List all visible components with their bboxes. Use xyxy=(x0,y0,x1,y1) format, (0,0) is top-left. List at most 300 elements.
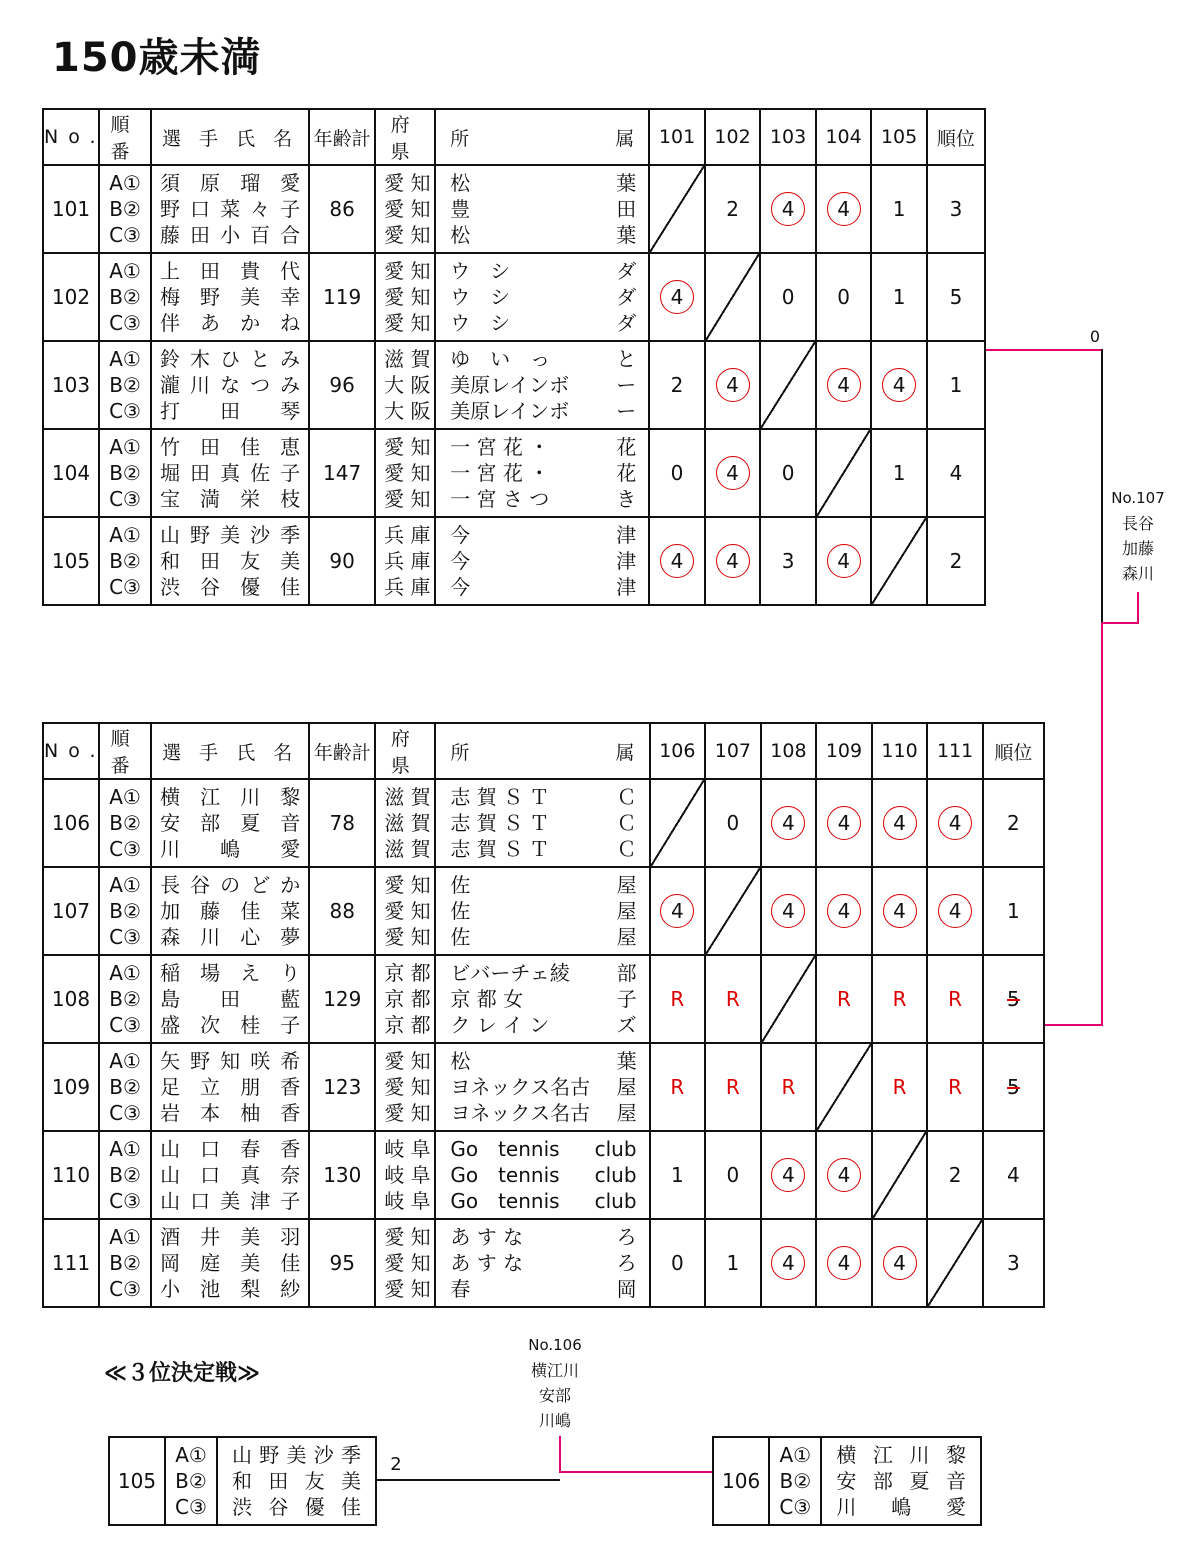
team-rank xyxy=(983,1219,1044,1307)
group-b-table xyxy=(42,722,1045,1308)
third-place-team-106 xyxy=(713,1437,981,1525)
team-no: 102 xyxy=(43,253,99,341)
club-text-end: き xyxy=(616,487,637,511)
score-cell xyxy=(649,341,705,429)
header-name: 選 手 氏 名 xyxy=(151,723,309,779)
team-clubs xyxy=(435,165,649,253)
score-value: 0 xyxy=(726,811,740,835)
self-cell xyxy=(872,1131,928,1219)
club-line xyxy=(436,810,648,836)
rank-value: 3 xyxy=(1007,1251,1020,1275)
header-opponent-111: 111 xyxy=(927,723,983,779)
club-text-end: 屋 xyxy=(616,873,637,897)
self-cell xyxy=(761,955,817,1043)
pref-lines xyxy=(376,430,434,516)
line-text: 須 原 瑠 愛 xyxy=(160,171,301,195)
slot-lines xyxy=(100,956,150,1042)
club-lines xyxy=(436,956,648,1042)
club-line xyxy=(436,548,648,574)
team-players xyxy=(151,165,309,253)
line-text: 愛 知 xyxy=(384,435,431,459)
slot-lines xyxy=(166,1438,216,1524)
club-text-end: ダ xyxy=(616,259,637,283)
line-text: 横 江 川 黎 xyxy=(836,1443,966,1467)
club-line xyxy=(436,284,648,310)
rank-value: 2 xyxy=(1007,811,1020,835)
line-text: 渋 谷 優 佳 xyxy=(160,575,301,599)
score-cell xyxy=(816,341,872,429)
line-text: 盛 次 桂 子 xyxy=(160,1013,301,1037)
line-text: 野口菜々子 xyxy=(160,197,301,221)
club-text: ウ シ xyxy=(450,259,511,283)
line-text: 大 阪 xyxy=(384,373,431,397)
club-text: 美原レインボ xyxy=(450,373,570,397)
score-cell xyxy=(650,867,706,955)
header-no: No. xyxy=(43,723,99,779)
team-rank xyxy=(983,867,1044,955)
club-line xyxy=(436,574,648,600)
club-text-end: Ｃ xyxy=(616,837,637,861)
header-club xyxy=(435,109,649,165)
line-text: 滋 賀 xyxy=(384,347,431,371)
team-age: 86 xyxy=(309,165,375,253)
team-row-101 xyxy=(43,165,985,253)
team-players xyxy=(151,429,309,517)
third-line-vertical xyxy=(559,1436,561,1473)
club-text-end: 屋 xyxy=(616,925,637,949)
slot-lines xyxy=(100,1220,150,1306)
score-cell xyxy=(705,955,761,1043)
line-text: A① xyxy=(109,873,141,897)
club-text: 今 xyxy=(450,575,471,599)
score-cell xyxy=(761,867,817,955)
final-line-top xyxy=(986,349,1102,351)
self-cell xyxy=(649,165,705,253)
header-opponent-102: 102 xyxy=(705,109,761,165)
line-text: B② xyxy=(109,373,141,397)
player-lines xyxy=(152,956,308,1042)
header-pref: 府 県 xyxy=(375,109,435,165)
header-row xyxy=(43,109,985,165)
club-line xyxy=(436,522,648,548)
player-lines xyxy=(152,1044,308,1130)
score-value: 0 xyxy=(670,1251,684,1275)
line-text: 森 川 心 夢 xyxy=(160,925,301,949)
club-line xyxy=(436,170,648,196)
score-circle: 4 xyxy=(827,192,861,226)
club-line xyxy=(436,784,648,810)
score-cell xyxy=(760,165,816,253)
team-clubs xyxy=(435,517,649,605)
line-text: 安 部 夏 音 xyxy=(160,811,301,835)
club-text: あ す な xyxy=(450,1225,524,1249)
third-place-winner-label xyxy=(500,1333,610,1433)
team-rank xyxy=(927,165,985,253)
page-title: 150歳未満 xyxy=(52,35,262,81)
score-value: R xyxy=(781,1075,796,1099)
club-text: 一 宮 さ つ xyxy=(450,487,550,511)
team-rank xyxy=(983,779,1044,867)
score-circle: 4 xyxy=(771,192,805,226)
club-text: 志 賀 Ｓ Ｔ xyxy=(450,811,550,835)
line-text: 鈴木ひとみ xyxy=(160,347,301,371)
team-no: 101 xyxy=(43,165,99,253)
header-club-inner xyxy=(436,738,648,765)
player-lines xyxy=(822,1438,980,1524)
score-circle: 4 xyxy=(883,894,917,928)
team-row-105 xyxy=(43,517,985,605)
line-text: 岩 本 柚 香 xyxy=(160,1101,301,1125)
line-text: 山野美沙季 xyxy=(232,1443,361,1467)
line-text: A① xyxy=(109,785,141,809)
line-text: 渋 谷 優 佳 xyxy=(232,1495,361,1519)
team-no: 110 xyxy=(43,1131,99,1219)
club-text: ヨネックス名古 xyxy=(450,1101,591,1125)
club-text: 志 賀 Ｓ Ｔ xyxy=(450,837,550,861)
team-clubs xyxy=(435,341,649,429)
line-text: 京 都 xyxy=(384,987,431,1011)
line-text: C③ xyxy=(109,399,141,423)
line-text: 酒 井 美 羽 xyxy=(160,1225,301,1249)
club-lines xyxy=(436,1220,648,1306)
club-text-end: ダ xyxy=(616,311,637,335)
score-circle: 4 xyxy=(827,1158,861,1192)
line-text: A① xyxy=(109,1225,141,1249)
slot-lines xyxy=(100,342,150,428)
score-circle: 4 xyxy=(827,544,861,578)
winner-no: No.107 xyxy=(1111,489,1165,507)
team-age: 90 xyxy=(309,517,375,605)
team-players xyxy=(151,517,309,605)
team-age: 129 xyxy=(309,955,375,1043)
club-text-end: 津 xyxy=(616,549,637,573)
score-cell xyxy=(927,867,983,955)
club-line xyxy=(436,372,648,398)
final-winner-label xyxy=(1098,486,1178,586)
club-text: 美原レインボ xyxy=(450,399,570,423)
slot-lines xyxy=(100,430,150,516)
team-slots xyxy=(99,955,151,1043)
winner-name: 長谷 xyxy=(1121,514,1154,533)
line-text: 山口美津子 xyxy=(160,1189,301,1213)
rank-value: 5 xyxy=(1007,1075,1020,1099)
header-opponent-109: 109 xyxy=(816,723,872,779)
team-prefs xyxy=(375,517,435,605)
club-text-end: 花 xyxy=(616,435,637,459)
score-cell xyxy=(705,1131,761,1219)
score-value: 1 xyxy=(892,461,906,485)
line-text: A① xyxy=(109,259,141,283)
slot-lines xyxy=(100,780,150,866)
team-no: 103 xyxy=(43,341,99,429)
group-a-table xyxy=(42,108,986,606)
line-text: 打 田 琴 xyxy=(160,399,301,423)
club-lines xyxy=(436,868,648,954)
score-circle: 4 xyxy=(660,280,694,314)
team-clubs xyxy=(435,429,649,517)
line-text: C③ xyxy=(109,1013,142,1037)
club-text-end: ー xyxy=(616,373,637,397)
score-cell xyxy=(761,779,817,867)
player-lines xyxy=(152,1132,308,1218)
score-cell xyxy=(872,1043,928,1131)
club-text: ウ シ xyxy=(450,285,511,309)
self-cell xyxy=(760,341,816,429)
final-line-bottom xyxy=(1045,1024,1103,1026)
line-text: 滋 賀 xyxy=(384,837,431,861)
pref-lines xyxy=(376,1132,434,1218)
winner-name: 横江川 xyxy=(530,1361,579,1380)
club-text-end: 葉 xyxy=(616,171,637,195)
team-prefs xyxy=(375,955,435,1043)
score-cell xyxy=(650,1131,706,1219)
line-text: B② xyxy=(109,197,141,221)
line-text: 岡 庭 美 佳 xyxy=(160,1251,301,1275)
club-text-end: 津 xyxy=(616,523,637,547)
team-slots xyxy=(99,1043,151,1131)
score-circle: 4 xyxy=(938,894,972,928)
pref-lines xyxy=(376,518,434,604)
line-text: 稲 場 え り xyxy=(160,961,301,985)
score-circle: 4 xyxy=(827,1246,861,1280)
score-cell xyxy=(650,955,706,1043)
pref-lines xyxy=(376,1044,434,1130)
club-lines xyxy=(436,254,648,340)
self-cell xyxy=(705,867,761,955)
club-line xyxy=(436,1012,648,1038)
line-text: 上 田 貴 代 xyxy=(160,259,301,283)
pref-lines xyxy=(376,342,434,428)
line-text: 滋 賀 xyxy=(384,785,431,809)
team-slots xyxy=(99,517,151,605)
score-cell xyxy=(705,429,761,517)
score-value: 1 xyxy=(670,1163,684,1187)
team-prefs xyxy=(375,1219,435,1307)
score-circle: 4 xyxy=(716,544,750,578)
team-no: 108 xyxy=(43,955,99,1043)
score-value: 0 xyxy=(781,285,795,309)
club-line xyxy=(436,222,648,248)
club-line xyxy=(436,1162,648,1188)
club-text-end: と xyxy=(616,347,637,371)
club-text-end: 屋 xyxy=(616,1101,637,1125)
score-value: 2 xyxy=(726,197,739,221)
club-text: ウ シ xyxy=(450,311,511,335)
line-text: 愛 知 xyxy=(384,1049,431,1073)
final-line-bottom-vertical xyxy=(1101,623,1103,1026)
header-no: No. xyxy=(43,109,99,165)
header-row xyxy=(43,723,1044,779)
club-line xyxy=(436,460,648,486)
header-opponent-110: 110 xyxy=(872,723,928,779)
score-cell xyxy=(649,517,705,605)
team-slots xyxy=(99,429,151,517)
club-line xyxy=(436,196,648,222)
score-value: 3 xyxy=(781,549,795,573)
line-text: C③ xyxy=(779,1495,812,1519)
score-value: R xyxy=(837,987,851,1011)
club-text-end: 子 xyxy=(616,987,637,1011)
score-cell xyxy=(816,867,872,955)
slot-lines xyxy=(100,254,150,340)
score-value: R xyxy=(725,1075,740,1099)
rank-value: 5 xyxy=(1007,987,1020,1011)
club-lines xyxy=(436,518,648,604)
line-text: B② xyxy=(109,549,141,573)
line-text: 岐 阜 xyxy=(384,1189,431,1213)
team-clubs xyxy=(435,867,649,955)
score-cell xyxy=(816,165,872,253)
club-text-end: ー xyxy=(616,399,637,423)
line-text: A① xyxy=(109,171,141,195)
score-value: R xyxy=(670,987,685,1011)
line-text: 堀田真佐子 xyxy=(160,461,301,485)
team-players xyxy=(151,1043,309,1131)
line-text: 宝 満 栄 枝 xyxy=(160,487,301,511)
club-text: 佐 xyxy=(450,899,471,923)
club-text-end: 屋 xyxy=(616,899,637,923)
line-text: B② xyxy=(109,899,141,923)
team-prefs xyxy=(375,253,435,341)
line-text: B② xyxy=(109,1163,141,1187)
club-text-end: 岡 xyxy=(616,1277,637,1301)
score-value: 0 xyxy=(837,285,850,309)
slot-lines xyxy=(770,1438,820,1524)
score-cell xyxy=(816,517,872,605)
line-text: A① xyxy=(175,1443,207,1467)
team-age: 96 xyxy=(309,341,375,429)
third-team-no: 105 xyxy=(109,1437,165,1525)
player-lines xyxy=(152,868,308,954)
club-line xyxy=(436,960,648,986)
score-cell xyxy=(927,1043,983,1131)
score-value: R xyxy=(892,1075,907,1099)
score-cell xyxy=(705,341,761,429)
line-text: A① xyxy=(109,1137,141,1161)
line-text: 岐 阜 xyxy=(384,1137,431,1161)
club-line xyxy=(436,1100,648,1126)
club-text: 志 賀 Ｓ Ｔ xyxy=(450,785,550,809)
player-lines xyxy=(152,780,308,866)
line-text: 大 阪 xyxy=(384,399,431,423)
team-rank xyxy=(927,253,985,341)
third-team-no: 106 xyxy=(713,1437,769,1525)
club-text-end: 葉 xyxy=(616,1049,637,1073)
self-cell xyxy=(705,253,761,341)
self-cell xyxy=(871,517,927,605)
line-text: B② xyxy=(109,1075,141,1099)
club-line xyxy=(436,258,648,284)
score-value: R xyxy=(948,1075,963,1099)
club-text: ゆ い っ xyxy=(450,347,551,371)
team-rank xyxy=(983,1131,1044,1219)
third-line-right xyxy=(560,1471,712,1473)
score-cell xyxy=(705,779,761,867)
slot-lines xyxy=(100,166,150,252)
score-value: R xyxy=(892,987,907,1011)
club-text: ヨネックス名古 xyxy=(450,1075,591,1099)
score-cell xyxy=(816,1219,872,1307)
club-line xyxy=(436,986,648,1012)
line-text: C③ xyxy=(109,223,141,247)
team-players xyxy=(151,341,309,429)
player-lines xyxy=(152,342,308,428)
third-place-left xyxy=(108,1436,377,1526)
player-lines xyxy=(152,254,308,340)
third-place-title: ≪３位決定戦≫ xyxy=(104,1361,261,1386)
team-row-108 xyxy=(43,955,1044,1043)
score-cell xyxy=(816,1131,872,1219)
team-slots xyxy=(99,867,151,955)
line-text: 小 池 梨 紗 xyxy=(160,1277,301,1301)
third-place-team-105 xyxy=(109,1437,376,1525)
club-text-end: ダ xyxy=(616,285,637,309)
line-text: A① xyxy=(109,523,141,547)
club-line xyxy=(436,1074,648,1100)
line-text: 足 立 朋 香 xyxy=(160,1075,301,1099)
team-prefs xyxy=(375,867,435,955)
header-opponent-105: 105 xyxy=(871,109,927,165)
line-text: C③ xyxy=(109,311,141,335)
club-line xyxy=(436,1276,648,1302)
line-text: 愛 知 xyxy=(384,197,431,221)
team-no: 111 xyxy=(43,1219,99,1307)
score-circle: 4 xyxy=(660,544,694,578)
club-text: 松 xyxy=(450,223,471,247)
final-score: 0 xyxy=(1089,327,1101,346)
club-text: 松 xyxy=(450,1049,471,1073)
header-club-b: 属 xyxy=(615,741,635,764)
line-text: 加 藤 佳 菜 xyxy=(160,899,301,923)
club-text: ク レ イ ン xyxy=(450,1013,550,1037)
slot-lines xyxy=(100,868,150,954)
team-row-103 xyxy=(43,341,985,429)
score-circle: 4 xyxy=(771,1246,805,1280)
club-text-end: club xyxy=(594,1189,637,1213)
team-no: 104 xyxy=(43,429,99,517)
club-text-end: 津 xyxy=(616,575,637,599)
team-row-104 xyxy=(43,429,985,517)
team-clubs xyxy=(435,955,649,1043)
player-lines xyxy=(218,1438,375,1524)
line-text: B② xyxy=(109,811,141,835)
team-prefs xyxy=(375,341,435,429)
third-place-right xyxy=(712,1436,982,1526)
score-cell xyxy=(761,1131,817,1219)
score-value: 2 xyxy=(670,373,684,397)
header-rank: 順位 xyxy=(983,723,1044,779)
line-text: 伴 あ か ね xyxy=(160,311,301,335)
third-team-slots xyxy=(165,1437,217,1525)
club-line xyxy=(436,486,648,512)
header-opponent-101: 101 xyxy=(649,109,705,165)
pref-lines xyxy=(376,1220,434,1306)
header-age: 年齢計 xyxy=(309,109,375,165)
line-text: 愛 知 xyxy=(384,285,431,309)
club-text-end: ろ xyxy=(616,1225,637,1249)
team-no: 105 xyxy=(43,517,99,605)
line-text: A① xyxy=(109,1049,141,1073)
club-lines xyxy=(436,780,648,866)
slot-lines xyxy=(100,1132,150,1218)
line-text: 山野美沙季 xyxy=(160,523,301,547)
line-text: C③ xyxy=(109,837,142,861)
header-club-b: 属 xyxy=(615,127,635,150)
line-text: 岐 阜 xyxy=(384,1163,431,1187)
header-club-a: 所 xyxy=(450,741,470,764)
header-age: 年齢計 xyxy=(309,723,375,779)
line-text: C③ xyxy=(109,1277,142,1301)
